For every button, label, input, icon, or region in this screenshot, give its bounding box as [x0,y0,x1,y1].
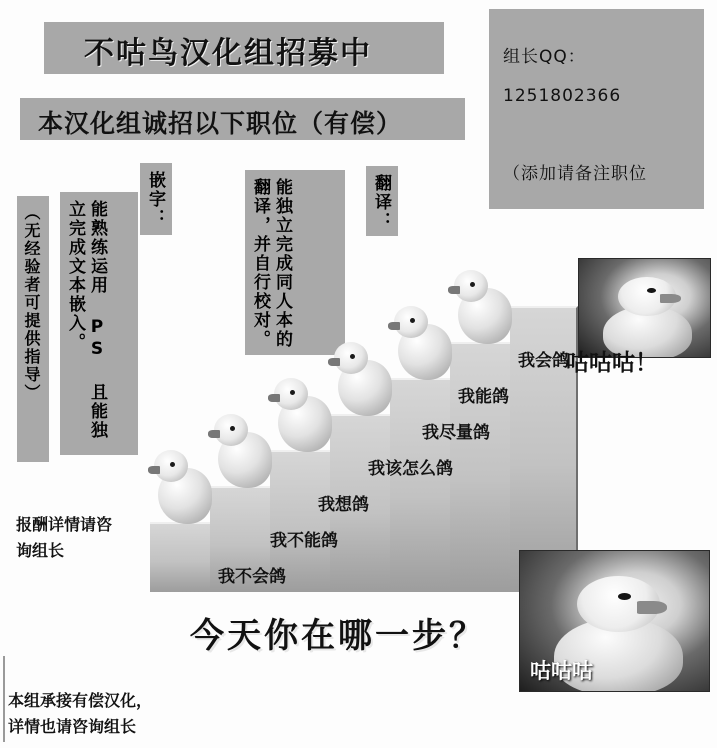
translator-label: 翻译： [371,174,391,231]
pigeon [212,412,274,490]
experience-note: （无经验者可提供指导） [22,204,41,402]
photo-bird-beak [637,601,667,614]
pigeon [452,268,514,346]
pigeon-head [274,378,308,410]
pigeon-eye [290,390,295,395]
subtitle: 本汉化组诚招以下职位（有偿） [38,109,403,138]
experience-note-box [17,196,49,462]
translator-label-box [366,166,398,236]
step-caption: 我尽量鸽 [422,423,490,443]
pigeon-eye [470,282,475,287]
stair-step [150,522,218,592]
pigeon [392,304,454,382]
footer-line-1: 本组承接有偿汉化， [8,691,153,710]
pigeon-beak [328,358,340,366]
pigeon-photo-bottom [519,550,710,692]
pigeon-eye [230,426,235,431]
step-caption: 我不会鸽 [218,567,286,587]
step-caption: 我想鸽 [318,495,369,515]
qq-label: 组长QQ： [503,47,586,67]
typesetter-description-box [60,192,138,455]
big-question: 今天你在哪一步？ [190,616,486,656]
page-title: 不咕鸟汉化组招募中 [84,36,372,71]
pigeon-head [154,450,188,482]
pigeon-beak [388,322,400,330]
typesetter-description: 能熟练运用 PS 且能独立完成文本嵌入。 [65,200,107,440]
pigeon-beak [268,394,280,402]
pigeon-beak [208,430,220,438]
staircase [150,300,570,590]
pigeon [332,340,394,418]
pigeon-head [394,306,428,338]
pigeon-photo-top [578,258,711,358]
pigeon-eye [350,354,355,359]
stair-step [390,378,458,592]
step-caption: 我能鸽 [458,387,509,407]
pigeon-eye [410,318,415,323]
pigeon-eye [170,462,175,467]
step-caption: 我不能鸽 [270,531,338,551]
stair-step [450,342,518,592]
translator-description: 能独立完成同人本的翻译，并自行校对。 [250,178,292,349]
pigeon [152,448,214,526]
qq-note: （添加请备注职位 [503,164,647,184]
footer-line-2: 详情也请咨询组长 [8,717,137,736]
typesetter-label: 嵌字： [145,171,165,228]
coo-caption-top: 咕咕咕！ [566,350,658,376]
pigeon-beak [448,286,460,294]
step-caption: 我该怎么鸽 [368,459,453,479]
edge-divider [3,656,5,742]
contact-panel [489,9,704,209]
pigeon-beak [148,466,160,474]
subtitle-banner [20,98,465,140]
title-banner [44,22,444,74]
coo-caption-bottom: 咕咕咕 [530,659,593,683]
qq-number[interactable]: 1251802366 [503,86,622,106]
typesetter-label-box [140,163,172,235]
footer-note [8,688,152,740]
photo-bird-beak [660,294,681,303]
pigeon-head [454,270,488,302]
step-caption: 我会鸽 [518,351,569,371]
pigeon [272,376,334,454]
pay-note: 报酬详情请咨询组长 [16,515,113,560]
pigeon-head [214,414,248,446]
pigeon-head [334,342,368,374]
